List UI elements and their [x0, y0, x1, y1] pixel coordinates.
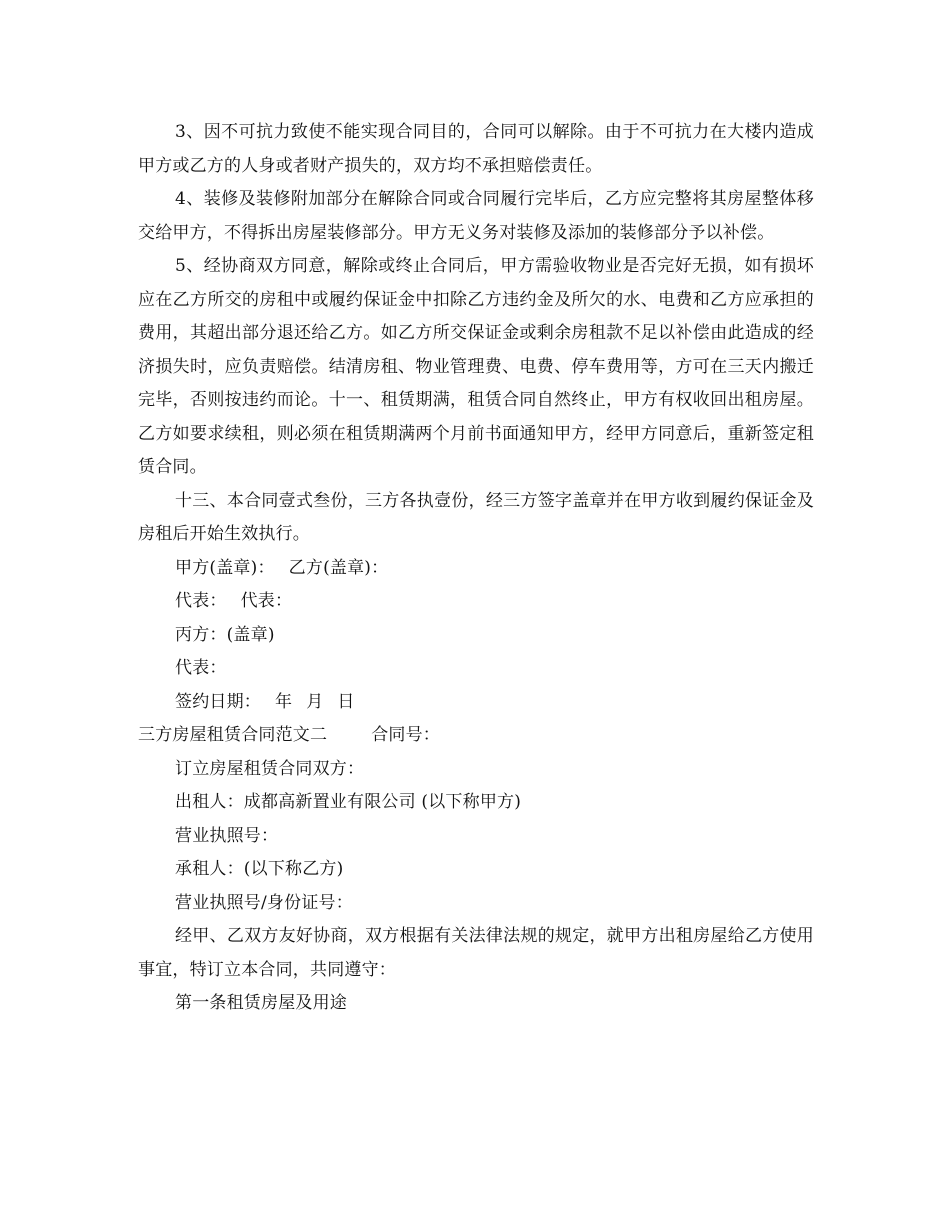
date-year-label: 年 — [275, 691, 293, 712]
lessee-line: 承租人：(以下称乙方) — [175, 859, 344, 879]
lessee-license-line: 营业执照号/身份证号： — [175, 892, 353, 913]
lessor-license-line: 营业执照号： — [175, 825, 279, 846]
clause-4-paragraph: 4、装修及装修附加部分在解除合同或合同履行完毕后，乙方应完整将其房屋整体移交给甲方，不得拆出房屋装修部分。甲方无义务对装修及添加的装修部分予以补偿。 — [138, 189, 814, 243]
rep-b-label: 代表： — [240, 591, 293, 611]
date-month-label: 月 — [306, 691, 324, 712]
signature-line-date — [138, 686, 814, 720]
date-day-label: 日 — [337, 691, 355, 712]
signature-line-party-c: 丙方：(盖章) — [175, 624, 275, 645]
signature-line-reps-ab — [138, 585, 814, 619]
article-1-heading: 第一条租赁房屋及用途 — [175, 993, 347, 1013]
party-b-seal-label: 乙方(盖章)： — [288, 557, 389, 578]
signature-line-rep-c: 代表： — [175, 658, 227, 678]
rep-a-label: 代表： — [175, 591, 227, 611]
party-a-seal-label: 甲方(盖章)： — [175, 557, 275, 578]
sign-date-label: 签约日期： — [175, 691, 261, 712]
parties-intro-line: 订立房屋租赁合同双方： — [175, 758, 365, 779]
clause-5-paragraph: 5、经协商双方同意，解除或终止合同后，甲方需验收物业是否完好无损，如有损坏应在乙方所交的房租中或履约保证金中扣除乙方违约金及所欠的水、电费和乙方应承担的费用，其超出部分退还给乙方。如乙方所交保证金或剩余房租款不足以补偿由此造成的经济损失时，应负责赔偿。结清房租、物业管理费、电费、停车费用等，方可在三天内搬迁完毕，否则按违约而论。十一、租赁期满，租赁合同自然终止，甲方有权收回出租房屋。乙方如要求续租，则必须在租赁期满两个月前书面通知甲方，经甲方同意后，重新签定租赁合同。 — [138, 256, 814, 477]
lessor-line: 出租人：成都高新置业有限公司 (以下称甲方) — [175, 792, 522, 812]
clause-3-paragraph: 3、因不可抗力致使不能实现合同目的，合同可以解除。由于不可抗力在大楼内造成甲方或乙方的人身或者财产损失的，双方均不承担赔偿责任。 — [138, 122, 814, 176]
template-two-heading-line — [138, 719, 814, 753]
contract-number-label: 合同号： — [371, 725, 441, 745]
preamble-paragraph: 经甲、乙双方友好协商，双方根据有关法律法规的规定，就甲方出租房屋给乙方使用 事宜，特订立本合同，共同遵守： — [138, 926, 814, 980]
template-two-title: 三方房屋租赁合同范文二 — [138, 725, 328, 745]
clause-13-paragraph: 十三、本合同壹式叁份，三方各执壹份，经三方签字盖章并在甲方收到履约保证金及房租后开始生效执行。 — [138, 490, 814, 544]
document-body — [138, 116, 814, 1021]
signature-line-parties-ab — [138, 552, 814, 586]
